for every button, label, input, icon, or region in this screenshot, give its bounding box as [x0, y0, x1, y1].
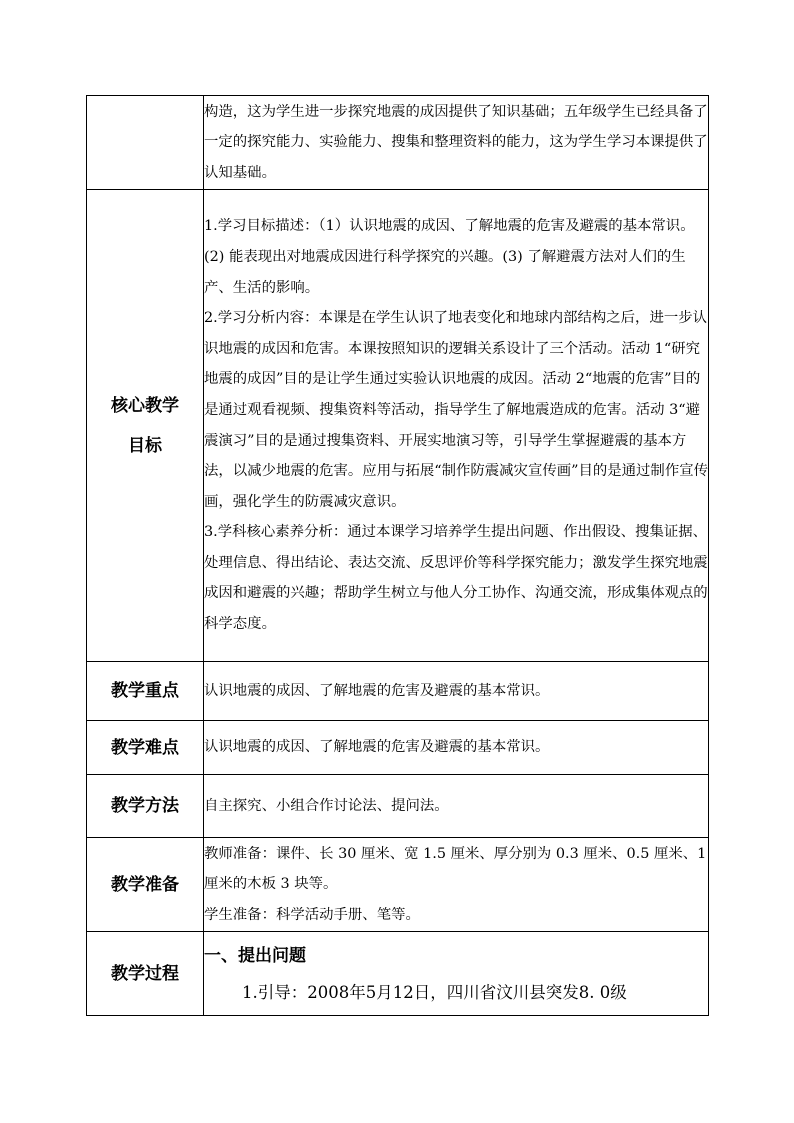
process-row: [87, 932, 709, 1016]
teacher-preparation: 教师准备：课件、长 30 厘米、宽 1.5 厘米、厚分别为 0.3 厘米、0.5 厘米、1 厘米的木板 3 块等。: [204, 845, 707, 893]
intro-row: [87, 96, 709, 190]
preparation-text: [204, 838, 709, 932]
difficulties-row: [87, 721, 709, 775]
process-heading: 一、提出问题: [204, 945, 306, 966]
objective-paragraph-3: 3.学科核心素养分析：通过本课学习培养学生提出问题、作出假设、搜集证据、处理信息、得出结论、表达交流、反思评价等科学探究能力；激发学生探究地震成因和避震的兴趣；帮助学生树立与他人分工协作、沟通交流，形成集体观点的科学态度。: [204, 524, 708, 633]
process-label: 教学过程: [87, 932, 204, 1016]
student-preparation: 学生准备：科学活动手册、笔等。: [204, 906, 420, 923]
methods-row: [87, 775, 709, 838]
preparation-row: [87, 838, 709, 932]
difficulties-label: 教学难点: [87, 721, 204, 775]
methods-text: 自主探究、小组合作讨论法、提问法。: [204, 775, 709, 838]
lesson-plan-table: [86, 95, 709, 1016]
key-points-row: [87, 662, 709, 721]
objective-paragraph-1: 1.学习目标描述：（1）认识地震的成因、了解地震的危害及避震的基本常识。(2) 能表现出对地震成因进行科学探究的兴趣。(3) 了解避震方法对人们的生产、生活的影响。: [204, 218, 695, 296]
objectives-label: 核心教学 目标: [87, 190, 204, 662]
difficulties-text: 认识地震的成因、了解地震的危害及避震的基本常识。: [204, 721, 709, 775]
intro-label: [87, 96, 204, 190]
preparation-label: 教学准备: [87, 838, 204, 932]
objectives-row: [87, 190, 709, 662]
key-points-text: 认识地震的成因、了解地震的危害及避震的基本常识。: [204, 662, 709, 721]
key-points-label: 教学重点: [87, 662, 204, 721]
process-text: [204, 932, 709, 1016]
objectives-text: [204, 190, 709, 662]
methods-label: 教学方法: [87, 775, 204, 838]
intro-text: 构造，这为学生进一步探究地震的成因提供了知识基础；五年级学生已经具备了一定的探究能力、实验能力、搜集和整理资料的能力，这为学生学习本课提供了认知基础。: [204, 96, 709, 190]
objective-paragraph-2: 2.学习分析内容：本课是在学生认识了地表变化和地球内部结构之后，进一步认识地震的成因和危害。本课按照知识的逻辑关系设计了三个活动。活动 1“研究地震的成因”目的是让学生通过实验认识地震的成因。活动 2“地震的危害”目的是通过观看视频、搜集资料等活动，指导学生了解地震造成的危害。活动 3“避震演习”目的是通过搜集资料、开展实地演习等，引导学生掌握避震的基本方法，以减少地震的危害。应用与拓展“制作防震减灾宣传画”目的是通过制作宣传画，强化学生的防震减灾意识。: [204, 310, 708, 510]
process-line-1: 1.引导：2008年5月12日，四川省汶川县突发8. 0级: [242, 982, 627, 1002]
